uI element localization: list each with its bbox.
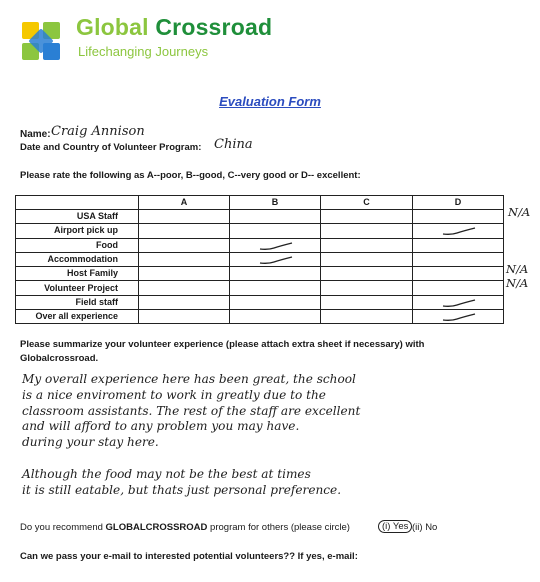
rating-cell-b[interactable] [230,267,321,281]
rating-cell-d[interactable] [413,281,504,295]
rating-cell-b[interactable] [230,252,321,266]
rating-cell-a[interactable] [139,238,230,252]
rating-item-label: Host Family [16,267,139,281]
rating-header-a: A [139,196,230,210]
na-note: N/A [508,204,531,219]
rating-item-label: USA Staff [16,210,139,224]
rating-cell-c[interactable] [321,295,413,309]
recommend-suffix: program for others (please circle) [207,522,350,533]
checkmark-icon [441,225,477,237]
rating-item-label: Volunteer Project [16,281,139,295]
rating-table [15,195,504,324]
recommend-option-no[interactable]: (ii) No [412,522,438,533]
summary-question-line2: Globalcrossroad. [20,353,99,364]
country-field[interactable]: China [214,137,253,152]
rating-cell-c[interactable] [321,281,413,295]
rating-cell-a[interactable] [139,224,230,238]
rating-cell-d[interactable] [413,310,504,324]
recommend-prefix: Do you recommend [20,522,106,533]
brand-name [76,14,272,41]
rating-cell-d[interactable] [413,210,504,224]
rating-header-c: C [321,196,413,210]
rating-cell-b[interactable] [230,238,321,252]
rating-cell-d[interactable] [413,295,504,309]
form-title: Evaluation Form [219,94,321,109]
rating-row [16,281,504,295]
rating-cell-a[interactable] [139,210,230,224]
summary-question [20,338,520,366]
brand-name-part1: Global [76,14,156,40]
rating-cell-c[interactable] [321,267,413,281]
brand-tagline: Lifechanging Journeys [78,44,209,59]
rating-row [16,252,504,266]
rating-body [16,210,504,324]
rating-item-label: Food [16,238,139,252]
rating-cell-c[interactable] [321,310,413,324]
brand-name-part2: Crossroad [155,14,273,40]
summary-question-line1: Please summarize your volunteer experience (please attach extra sheet if necessary) with [20,339,425,350]
rating-row [16,210,504,224]
rating-cell-d[interactable] [413,267,504,281]
rating-cell-b[interactable] [230,295,321,309]
rating-cell-c[interactable] [321,210,413,224]
email-question: Can we pass your e-mail to interested potential volunteers?? If yes, e-mail: [20,551,358,562]
rating-cell-b[interactable] [230,281,321,295]
rating-cell-d[interactable] [413,238,504,252]
summary-answer[interactable]: My overall experience here has been great, the school is a nice enviroment to work in greatly due to the classroom assistants. The rest of the staff are excellent and will afford to any problem you may have. during your stay here. Although the food may not be the best at times it is still eatable, but thats just personal preference. [22,372,361,497]
checkmark-icon [441,311,477,323]
checkmark-icon [258,240,294,252]
rating-cell-c[interactable] [321,238,413,252]
rating-row [16,267,504,281]
rating-header-d: D [413,196,504,210]
rating-instructions: Please rate the following as A--poor, B--good, C--very good or D-- excellent: [20,170,361,181]
recommend-question [20,522,350,533]
rating-item-label: Airport pick up [16,224,139,238]
rating-cell-a[interactable] [139,310,230,324]
rating-cell-a[interactable] [139,295,230,309]
rating-item-label: Over all experience [16,310,139,324]
checkmark-icon [441,297,477,309]
recommend-option-yes[interactable]: (i) Yes [378,520,412,533]
rating-header-row [16,196,504,210]
rating-cell-a[interactable] [139,252,230,266]
rating-cell-a[interactable] [139,281,230,295]
name-label: Name: [20,129,51,140]
checkmark-icon [258,254,294,266]
rating-cell-b[interactable] [230,310,321,324]
rating-cell-a[interactable] [139,267,230,281]
rating-item-label: Field staff [16,295,139,309]
name-field[interactable]: Craig Annison [51,124,145,139]
rating-cell-b[interactable] [230,210,321,224]
rating-row [16,238,504,252]
rating-cell-d[interactable] [413,252,504,266]
rating-cell-c[interactable] [321,252,413,266]
rating-cell-c[interactable] [321,224,413,238]
rating-header-item [16,196,139,210]
rating-row [16,224,504,238]
recommend-brand: GLOBALCROSSROAD [105,522,208,533]
na-note: N/A [506,276,529,290]
na-note: N/A [506,261,529,276]
rating-item-label: Accommodation [16,252,139,266]
rating-header-b: B [230,196,321,210]
global-crossroad-logo-icon [18,18,64,64]
rating-row [16,310,504,324]
rating-cell-d[interactable] [413,224,504,238]
country-label: Date and Country of Volunteer Program: [20,142,202,153]
rating-row [16,295,504,309]
rating-cell-b[interactable] [230,224,321,238]
